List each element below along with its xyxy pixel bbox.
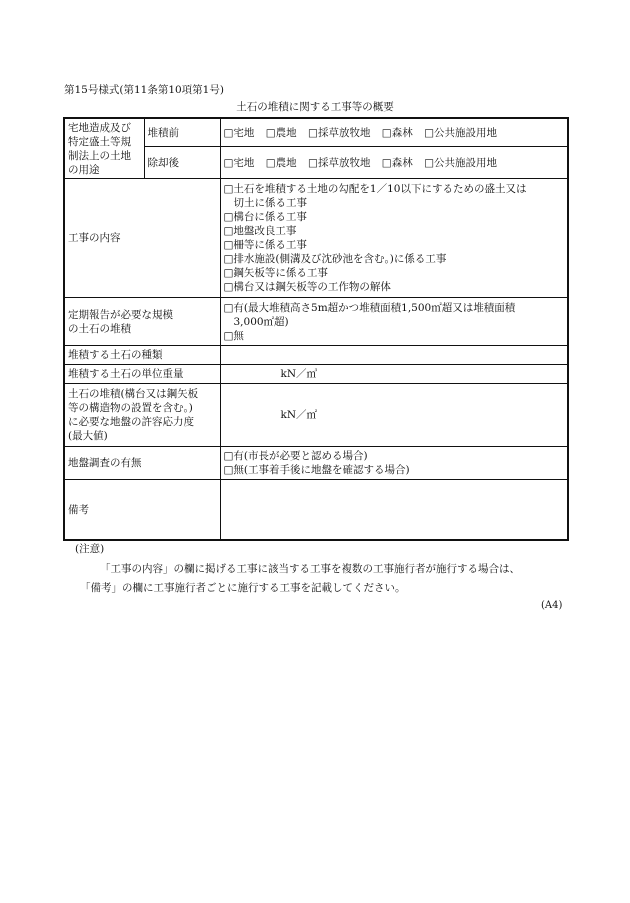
unit-weight-value[interactable] — [220, 365, 568, 384]
ground-survey-yes[interactable]: □有(市長が必要と認める場合) — [223, 450, 368, 462]
ground-survey-options — [220, 447, 568, 480]
bearing-capacity-label: 土石の堆積(構台又は鋼矢板 等の構造物の設置を含む。) に必要な地盤の許容応力度 (最大値) — [64, 384, 220, 447]
soil-type-label: 堆積する土石の種類 — [64, 346, 220, 365]
work-item-slope-fill[interactable]: □土石を堆積する土地の勾配を1／10以下にするための盛土又は — [223, 183, 527, 195]
ground-survey-no[interactable]: □無(工事着手後に地盤を確認する場合) — [223, 464, 410, 476]
before-option-farmland[interactable]: □農地 — [265, 126, 297, 139]
paper-size: (A4) — [541, 600, 563, 611]
work-item-steel-sheet-pile[interactable]: □鋼矢板等に係る工事 — [223, 267, 328, 279]
bearing-capacity-unit: kN／㎡ — [280, 409, 318, 421]
periodic-report-label: 定期報告が必要な規模 の土石の堆積 — [64, 298, 220, 346]
after-option-pasture[interactable]: □採草放牧地 — [308, 156, 371, 169]
periodic-report-yes-cont: 3,000㎡超) — [233, 315, 289, 328]
work-item-drainage[interactable]: □排水施設(側溝及び沈砂池を含む。)に係る工事 — [223, 253, 447, 265]
after-option-farmland[interactable]: □農地 — [265, 156, 297, 169]
bearing-capacity-row — [64, 384, 568, 447]
after-option-public-facility[interactable]: □公共施設用地 — [424, 156, 497, 169]
unit-weight-unit: kN／㎥ — [280, 368, 318, 380]
land-use-label: 宅地造成及び 特定盛土等規 制法上の土地 の用途 — [64, 118, 144, 179]
notes-heading: (注意) — [75, 543, 105, 555]
unit-weight-row — [64, 365, 568, 384]
after-options — [220, 147, 568, 179]
periodic-report-options — [220, 298, 568, 346]
soil-type-value[interactable] — [220, 346, 568, 365]
work-content-label: 工事の内容 — [64, 179, 220, 298]
before-options — [220, 118, 568, 147]
summary-table — [63, 117, 569, 541]
work-content-items — [220, 179, 568, 298]
remarks-row — [64, 480, 568, 541]
periodic-report-yes[interactable]: □有(最大堆積高さ5m超かつ堆積面積1,500㎡超又は堆積面積 — [223, 301, 516, 314]
remarks-value[interactable] — [220, 480, 568, 541]
periodic-report-no[interactable]: □無 — [223, 329, 244, 342]
periodic-report-row — [64, 298, 568, 346]
after-label: 除却後 — [144, 147, 220, 179]
form-number: 第15号様式(第11条第10項第1号) — [64, 84, 224, 96]
after-option-residential[interactable]: □宅地 — [223, 156, 255, 169]
form-title: 土石の堆積に関する工事等の概要 — [236, 101, 394, 113]
after-option-forest[interactable]: □森林 — [381, 156, 413, 169]
before-label: 堆積前 — [144, 118, 220, 147]
before-option-pasture[interactable]: □採草放牧地 — [308, 126, 371, 139]
note-line-2: 「備考」の欄に工事施行者ごとに施行する工事を記載してください。 — [80, 582, 406, 594]
ground-survey-label: 地盤調査の有無 — [64, 447, 220, 480]
work-item-slope-fill-cont: 切土に係る工事 — [233, 197, 307, 209]
work-content-row — [64, 179, 568, 298]
work-item-ground-improvement[interactable]: □地盤改良工事 — [223, 225, 297, 237]
ground-survey-row — [64, 447, 568, 480]
remarks-label: 備考 — [64, 480, 220, 541]
before-option-forest[interactable]: □森林 — [381, 126, 413, 139]
work-item-platform[interactable]: □構台に係る工事 — [223, 211, 307, 223]
work-item-fence[interactable]: □柵等に係る工事 — [223, 239, 307, 251]
unit-weight-label: 堆積する土石の単位重量 — [64, 365, 220, 384]
work-item-dismantling[interactable]: □構台又は鋼矢板等の工作物の解体 — [223, 281, 391, 293]
bearing-capacity-value[interactable] — [220, 384, 568, 447]
notes-body — [80, 560, 570, 598]
note-line-1: 「工事の内容」の欄に掲げる工事に該当する工事を複数の工事施行者が施行する場合は、 — [100, 563, 520, 575]
land-use-row-before — [64, 118, 568, 147]
before-option-residential[interactable]: □宅地 — [223, 126, 255, 139]
before-option-public-facility[interactable]: □公共施設用地 — [424, 126, 497, 139]
soil-type-row — [64, 346, 568, 365]
